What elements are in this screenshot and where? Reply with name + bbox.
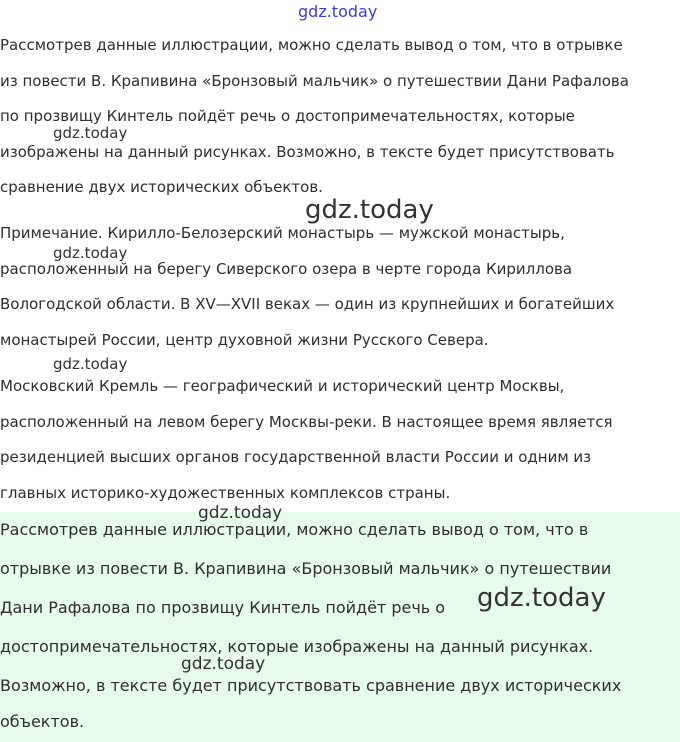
watermark: gdz.today — [53, 244, 128, 262]
answer-line: достопримечательностях, которые изображены на данный рисунках. — [0, 637, 594, 656]
paragraph-line: расположенный на берегу Сиверского озера в черте города Кириллова — [0, 260, 573, 278]
answer-line: Дани Рафалова по прозвищу Кинтель пойдёт речь о — [0, 598, 446, 617]
answer-line: Рассмотрев данные иллюстрации, можно сделать вывод о том, что в — [0, 520, 589, 539]
answer-line: Возможно, в тексте будет присутствовать сравнение двух исторических — [0, 676, 622, 695]
answer-line: отрывке из повести В. Крапивина «Бронзовый мальчик» о путешествии — [0, 559, 612, 578]
paragraph-line: главных историко-художественных комплексов страны. — [0, 484, 451, 502]
paragraph-line: монастырей России, центр духовной жизни Русского Севера. — [0, 331, 489, 349]
watermark: gdz.today — [305, 195, 434, 225]
watermark: gdz.today — [181, 654, 266, 674]
paragraph-line: из повести В. Крапивина «Бронзовый мальчик» о путешествии Дани Рафалова — [0, 72, 629, 90]
paragraph-line: Рассмотрев данные иллюстрации, можно сделать вывод о том, что в отрывке — [0, 36, 623, 54]
paragraph-line: Примечание. Кирилло-Белозерский монастырь — мужской монастырь, — [0, 224, 565, 242]
watermark: gdz.today — [53, 124, 128, 142]
watermark: gdz.today — [198, 503, 283, 523]
paragraph-line: расположенный на левом берегу Москвы-реки. В настоящее время является — [0, 413, 613, 431]
answer-line: объектов. — [0, 712, 85, 731]
watermark: gdz.today — [53, 355, 128, 373]
paragraph-line: резиденцией высших органов государственной власти России и одним из — [0, 448, 592, 466]
paragraph-line: сравнение двух исторических объектов. — [0, 178, 323, 196]
paragraph-line: Московский Кремль — географический и исторический центр Москвы, — [0, 377, 565, 395]
paragraph-line: Вологодской области. В XV—XVII веках — один из крупнейших и богатейших — [0, 295, 615, 313]
watermark: gdz.today — [477, 583, 606, 613]
watermark-top: gdz.today — [298, 2, 378, 21]
paragraph-line: изображены на данный рисунках. Возможно, в тексте будет присутствовать — [0, 143, 615, 161]
answer-box — [0, 512, 680, 742]
paragraph-line: по прозвищу Кинтель пойдёт речь о достопримечательностях, которые — [0, 107, 575, 125]
